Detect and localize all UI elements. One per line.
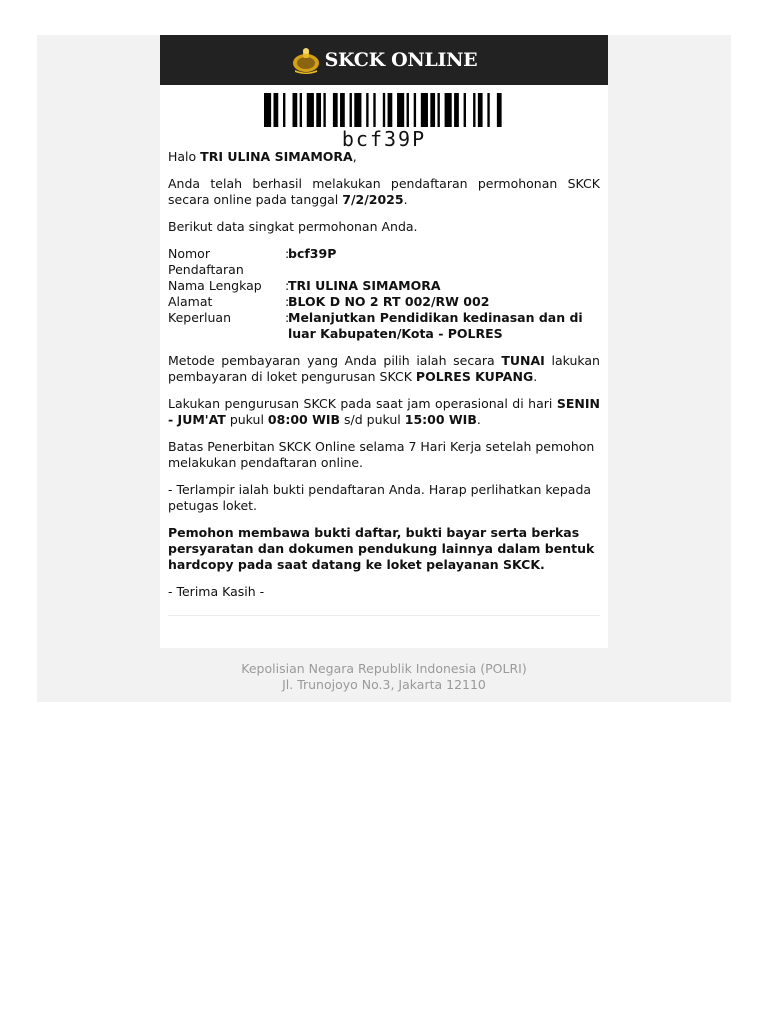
- payment-method: TUNAI: [501, 353, 545, 368]
- field-label: Nomor Pendaftaran: [168, 246, 244, 277]
- email-card: [160, 35, 608, 648]
- logo-text: SKCK ONLINE: [324, 49, 478, 71]
- field-label: Alamat: [168, 294, 213, 309]
- attachment-paragraph: - Terlampir ialah bukti pendaftaran Anda. Harap perlihatkan kepada petugas loket.: [168, 482, 592, 513]
- field-value: bcf39P: [288, 246, 337, 261]
- start-time: 08:00 WIB: [267, 412, 341, 427]
- field-value: TRI ULINA SIMAMORA: [288, 278, 441, 293]
- field-row: Nomor Pendaftaran : bcf39P: [168, 246, 600, 278]
- closing-text: - Terima Kasih -: [168, 584, 265, 599]
- registration-data-table: [168, 246, 600, 342]
- summary-intro: Berikut data singkat permohonan Anda.: [168, 219, 418, 234]
- hours-paragraph: Lakukan pengurusan SKCK pada saat jam operasional di hari SENIN - JUM'AT pukul 08:00 WIB s/d pukul 15:00 WIB.: [168, 396, 600, 427]
- payment-paragraph: Metode pembayaran yang Anda pilih ialah secara TUNAI lakukan pembayaran di loket pengurusan SKCK POLRES KUPANG.: [168, 353, 600, 384]
- greeting: Halo TRI ULINA SIMAMORA,: [168, 149, 357, 164]
- polri-emblem-icon: [291, 46, 321, 74]
- field-value: Melanjutkan Pendidikan kedinasan dan di luar Kabupaten/Kota - POLRES: [288, 310, 583, 341]
- deadline-paragraph: Batas Penerbitan SKCK Online selama 7 Hari Kerja setelah pemohon melakukan pendaftaran online.: [168, 439, 595, 470]
- field-label: Nama Lengkap: [168, 278, 262, 293]
- email-body: [160, 149, 608, 616]
- logo: [291, 46, 478, 74]
- field-row: Alamat : BLOK D NO 2 RT 002/RW 002: [168, 294, 600, 310]
- email-background: [37, 35, 731, 702]
- payment-location: POLRES KUPANG: [415, 369, 534, 384]
- registration-date: 7/2/2025: [342, 192, 404, 207]
- operating-days: SENIN - JUM'AT: [168, 396, 600, 427]
- intro-paragraph: Anda telah berhasil melakukan pendaftaran permohonan SKCK secara online pada tanggal 7/2/2025.: [168, 176, 600, 207]
- footer-org: Kepolisian Negara Republik Indonesia (POLRI): [241, 661, 527, 676]
- field-label: Keperluan: [168, 310, 232, 325]
- requirement-paragraph: Pemohon membawa bukti daftar, bukti bayar serta berkas persyaratan dan dokumen pendukung lainnya dalam bentuk hardcopy pada saat datang ke loket pelayanan SKCK.: [168, 525, 595, 572]
- barcode: [160, 93, 608, 149]
- applicant-name: TRI ULINA SIMAMORA: [200, 149, 353, 164]
- barcode-code: bcf39P: [341, 127, 427, 151]
- barcode-image: [264, 93, 504, 127]
- end-time: 15:00 WIB: [404, 412, 477, 427]
- footer: [37, 661, 731, 693]
- footer-address: Jl. Trunojoyo No.3, Jakarta 12110: [282, 677, 486, 692]
- header-bar: [160, 35, 608, 85]
- field-row: Keperluan : Melanjutkan Pendidikan kedinasan dan di luar Kabupaten/Kota - POLRES: [168, 310, 600, 342]
- divider: [168, 615, 600, 616]
- field-value: BLOK D NO 2 RT 002/RW 002: [288, 294, 490, 309]
- field-row: Nama Lengkap : TRI ULINA SIMAMORA: [168, 278, 600, 294]
